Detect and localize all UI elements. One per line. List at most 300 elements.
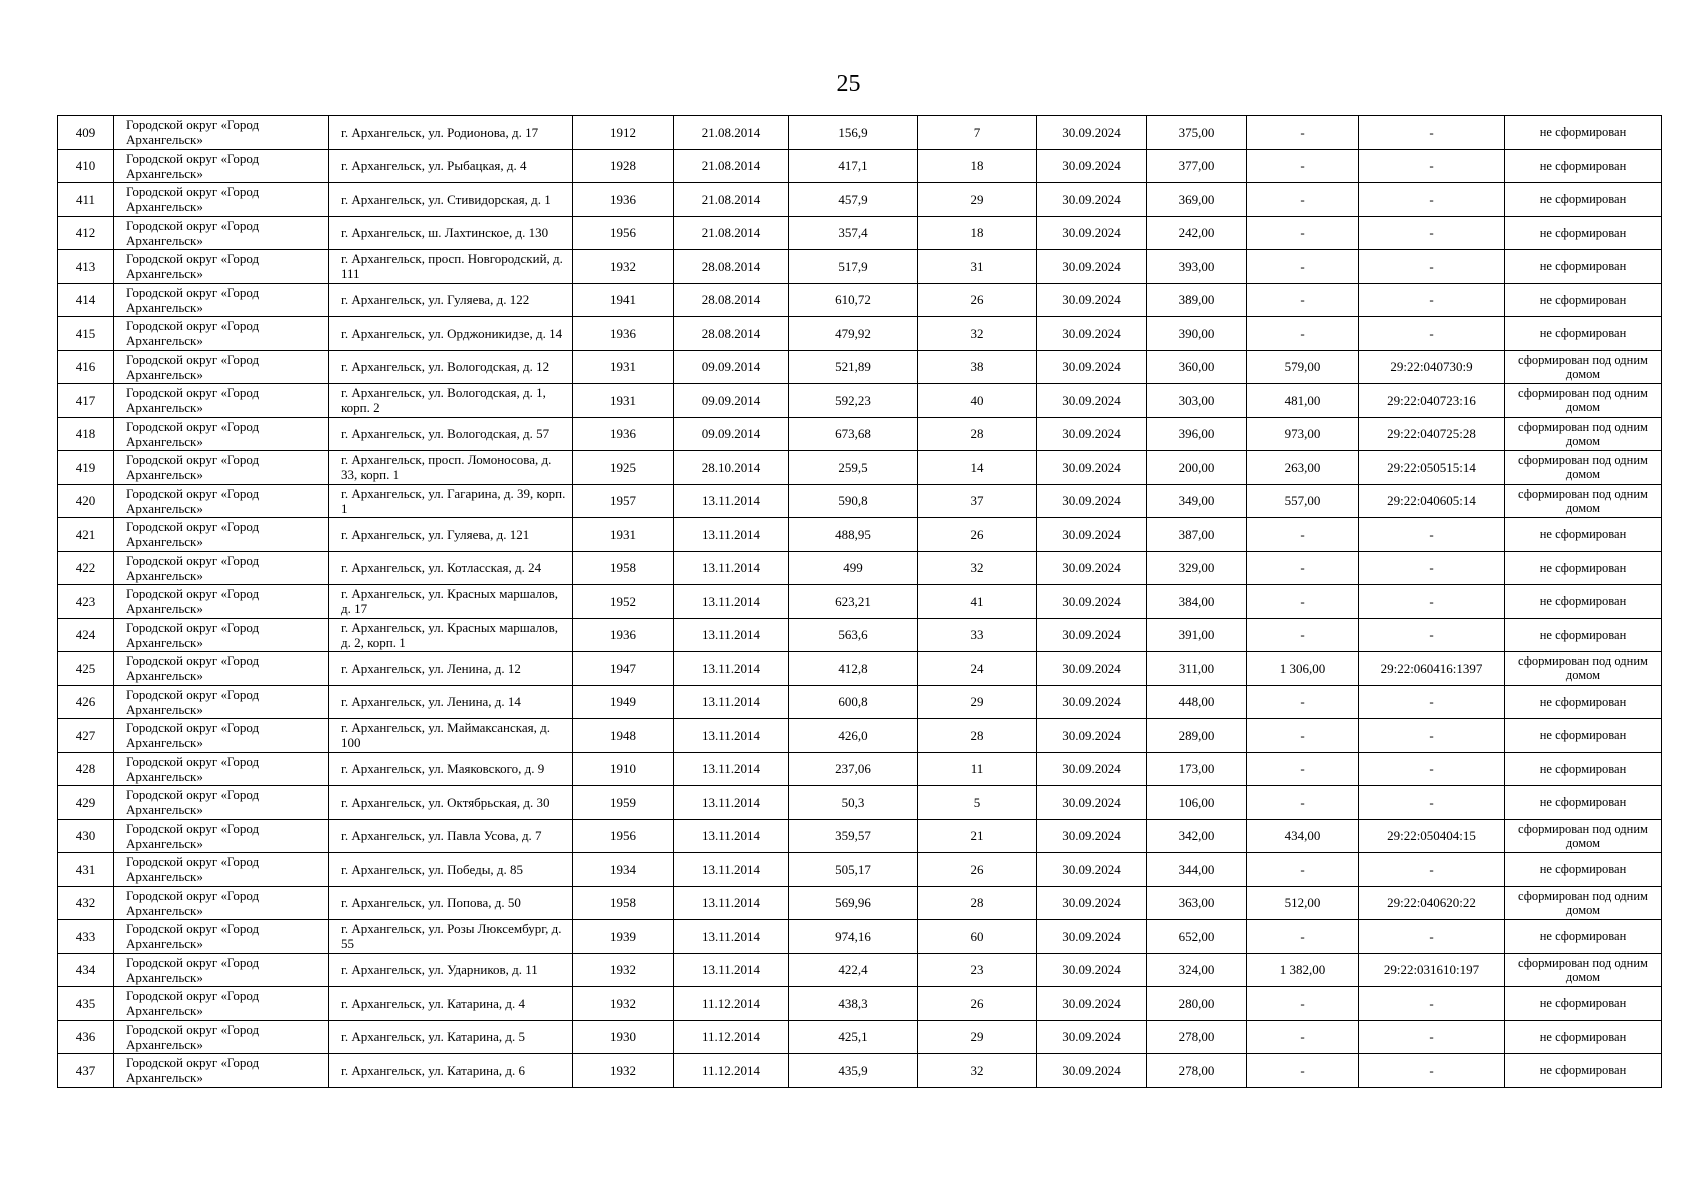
- residents-count-cell: 24: [918, 652, 1037, 686]
- resettlement-deadline-cell: 30.09.2024: [1037, 719, 1147, 753]
- cadastral-number-cell: -: [1359, 786, 1505, 820]
- cadastral-number-cell: -: [1359, 920, 1505, 954]
- resettlement-deadline-cell: 30.09.2024: [1037, 652, 1147, 686]
- residents-count-cell: 32: [918, 317, 1037, 351]
- living-area-cell: 412,8: [789, 652, 918, 686]
- row-number: 414: [58, 283, 114, 317]
- living-area-cell: 517,9: [789, 250, 918, 284]
- recognition-date-cell: 21.08.2014: [674, 183, 789, 217]
- year-built-cell: 1936: [573, 183, 674, 217]
- housing-registry-table: [57, 115, 1662, 1088]
- recognition-date-cell: 28.10.2014: [674, 451, 789, 485]
- recognition-date-cell: 13.11.2014: [674, 920, 789, 954]
- land-area-cell: -: [1247, 183, 1359, 217]
- cadastral-number-cell: -: [1359, 283, 1505, 317]
- land-status-cell: не сформирован: [1505, 216, 1662, 250]
- resettlement-deadline-cell: 30.09.2024: [1037, 149, 1147, 183]
- year-built-cell: 1931: [573, 384, 674, 418]
- address-cell: г. Архангельск, ул. Ленина, д. 14: [329, 685, 573, 719]
- resettlement-deadline-cell: 30.09.2024: [1037, 1054, 1147, 1088]
- residents-count-cell: 38: [918, 350, 1037, 384]
- table-row: [58, 451, 1662, 485]
- cadastral-number-cell: 29:22:040605:14: [1359, 484, 1505, 518]
- row-number: 430: [58, 819, 114, 853]
- table-row: [58, 216, 1662, 250]
- land-status-cell: не сформирован: [1505, 1054, 1662, 1088]
- row-number: 423: [58, 585, 114, 619]
- area-cell: 106,00: [1147, 786, 1247, 820]
- year-built-cell: 1932: [573, 1054, 674, 1088]
- row-number: 412: [58, 216, 114, 250]
- land-status-cell: не сформирован: [1505, 685, 1662, 719]
- resettlement-deadline-cell: 30.09.2024: [1037, 484, 1147, 518]
- recognition-date-cell: 13.11.2014: [674, 685, 789, 719]
- year-built-cell: 1958: [573, 886, 674, 920]
- cadastral-number-cell: -: [1359, 149, 1505, 183]
- resettlement-deadline-cell: 30.09.2024: [1037, 451, 1147, 485]
- recognition-date-cell: 13.11.2014: [674, 719, 789, 753]
- living-area-cell: 357,4: [789, 216, 918, 250]
- area-cell: 280,00: [1147, 987, 1247, 1021]
- resettlement-deadline-cell: 30.09.2024: [1037, 250, 1147, 284]
- row-number: 434: [58, 953, 114, 987]
- land-area-cell: -: [1247, 317, 1359, 351]
- resettlement-deadline-cell: 30.09.2024: [1037, 953, 1147, 987]
- row-number: 417: [58, 384, 114, 418]
- cadastral-number-cell: -: [1359, 551, 1505, 585]
- table-row: [58, 685, 1662, 719]
- municipality-cell: Городской округ «Город Архангельск»: [114, 250, 329, 284]
- residents-count-cell: 41: [918, 585, 1037, 619]
- land-area-cell: -: [1247, 618, 1359, 652]
- area-cell: 375,00: [1147, 116, 1247, 150]
- municipality-cell: Городской округ «Город Архангельск»: [114, 283, 329, 317]
- cadastral-number-cell: -: [1359, 183, 1505, 217]
- recognition-date-cell: 09.09.2014: [674, 350, 789, 384]
- land-area-cell: -: [1247, 1054, 1359, 1088]
- living-area-cell: 623,21: [789, 585, 918, 619]
- cadastral-number-cell: -: [1359, 317, 1505, 351]
- municipality-cell: Городской округ «Город Архангельск»: [114, 417, 329, 451]
- recognition-date-cell: 11.12.2014: [674, 1054, 789, 1088]
- recognition-date-cell: 21.08.2014: [674, 116, 789, 150]
- table-row: [58, 417, 1662, 451]
- municipality-cell: Городской округ «Город Архангельск»: [114, 1020, 329, 1054]
- cadastral-number-cell: -: [1359, 116, 1505, 150]
- land-status-cell: сформирован под одним домом: [1505, 819, 1662, 853]
- recognition-date-cell: 11.12.2014: [674, 1020, 789, 1054]
- table-row: [58, 116, 1662, 150]
- year-built-cell: 1936: [573, 618, 674, 652]
- area-cell: 652,00: [1147, 920, 1247, 954]
- resettlement-deadline-cell: 30.09.2024: [1037, 618, 1147, 652]
- residents-count-cell: 26: [918, 853, 1037, 887]
- row-number: 409: [58, 116, 114, 150]
- area-cell: 344,00: [1147, 853, 1247, 887]
- land-area-cell: -: [1247, 1020, 1359, 1054]
- residents-count-cell: 28: [918, 719, 1037, 753]
- table-row: [58, 551, 1662, 585]
- recognition-date-cell: 09.09.2014: [674, 417, 789, 451]
- resettlement-deadline-cell: 30.09.2024: [1037, 518, 1147, 552]
- recognition-date-cell: 21.08.2014: [674, 216, 789, 250]
- land-status-cell: не сформирован: [1505, 719, 1662, 753]
- living-area-cell: 417,1: [789, 149, 918, 183]
- year-built-cell: 1952: [573, 585, 674, 619]
- resettlement-deadline-cell: 30.09.2024: [1037, 752, 1147, 786]
- land-area-cell: -: [1247, 752, 1359, 786]
- land-area-cell: 579,00: [1247, 350, 1359, 384]
- residents-count-cell: 26: [918, 987, 1037, 1021]
- resettlement-deadline-cell: 30.09.2024: [1037, 920, 1147, 954]
- cadastral-number-cell: 29:22:050404:15: [1359, 819, 1505, 853]
- row-number: 429: [58, 786, 114, 820]
- residents-count-cell: 32: [918, 551, 1037, 585]
- area-cell: 289,00: [1147, 719, 1247, 753]
- living-area-cell: 479,92: [789, 317, 918, 351]
- row-number: 420: [58, 484, 114, 518]
- year-built-cell: 1936: [573, 417, 674, 451]
- recognition-date-cell: 28.08.2014: [674, 250, 789, 284]
- land-area-cell: -: [1247, 685, 1359, 719]
- address-cell: г. Архангельск, ул. Родионова, д. 17: [329, 116, 573, 150]
- address-cell: г. Архангельск, ул. Котласская, д. 24: [329, 551, 573, 585]
- row-number: 432: [58, 886, 114, 920]
- row-number: 418: [58, 417, 114, 451]
- residents-count-cell: 40: [918, 384, 1037, 418]
- municipality-cell: Городской округ «Город Архангельск»: [114, 819, 329, 853]
- land-status-cell: сформирован под одним домом: [1505, 652, 1662, 686]
- year-built-cell: 1931: [573, 518, 674, 552]
- year-built-cell: 1932: [573, 987, 674, 1021]
- resettlement-deadline-cell: 30.09.2024: [1037, 853, 1147, 887]
- row-number: 436: [58, 1020, 114, 1054]
- cadastral-number-cell: 29:22:040730:9: [1359, 350, 1505, 384]
- cadastral-number-cell: -: [1359, 685, 1505, 719]
- land-status-cell: не сформирован: [1505, 250, 1662, 284]
- table-row: [58, 1020, 1662, 1054]
- address-cell: г. Архангельск, ул. Гуляева, д. 122: [329, 283, 573, 317]
- table-row: [58, 250, 1662, 284]
- year-built-cell: 1910: [573, 752, 674, 786]
- cadastral-number-cell: -: [1359, 250, 1505, 284]
- land-area-cell: -: [1247, 719, 1359, 753]
- residents-count-cell: 31: [918, 250, 1037, 284]
- year-built-cell: 1957: [573, 484, 674, 518]
- row-number: 431: [58, 853, 114, 887]
- row-number: 426: [58, 685, 114, 719]
- municipality-cell: Городской округ «Город Архангельск»: [114, 518, 329, 552]
- resettlement-deadline-cell: 30.09.2024: [1037, 116, 1147, 150]
- residents-count-cell: 32: [918, 1054, 1037, 1088]
- address-cell: г. Архангельск, просп. Ломоносова, д. 33, корп. 1: [329, 451, 573, 485]
- land-area-cell: -: [1247, 853, 1359, 887]
- residents-count-cell: 7: [918, 116, 1037, 150]
- area-cell: 311,00: [1147, 652, 1247, 686]
- recognition-date-cell: 13.11.2014: [674, 618, 789, 652]
- address-cell: г. Архангельск, ул. Рыбацкая, д. 4: [329, 149, 573, 183]
- address-cell: г. Архангельск, ул. Маяковского, д. 9: [329, 752, 573, 786]
- address-cell: г. Архангельск, ул. Катарина, д. 4: [329, 987, 573, 1021]
- address-cell: г. Архангельск, ул. Гуляева, д. 121: [329, 518, 573, 552]
- address-cell: г. Архангельск, ул. Гагарина, д. 39, корп. 1: [329, 484, 573, 518]
- land-area-cell: 481,00: [1247, 384, 1359, 418]
- land-status-cell: не сформирован: [1505, 618, 1662, 652]
- row-number: 411: [58, 183, 114, 217]
- land-status-cell: сформирован под одним домом: [1505, 350, 1662, 384]
- recognition-date-cell: 13.11.2014: [674, 819, 789, 853]
- area-cell: 173,00: [1147, 752, 1247, 786]
- municipality-cell: Городской округ «Город Архангельск»: [114, 116, 329, 150]
- recognition-date-cell: 13.11.2014: [674, 484, 789, 518]
- living-area-cell: 425,1: [789, 1020, 918, 1054]
- address-cell: г. Архангельск, ул. Маймаксанская, д. 100: [329, 719, 573, 753]
- recognition-date-cell: 13.11.2014: [674, 786, 789, 820]
- recognition-date-cell: 13.11.2014: [674, 953, 789, 987]
- area-cell: 393,00: [1147, 250, 1247, 284]
- residents-count-cell: 28: [918, 417, 1037, 451]
- address-cell: г. Архангельск, ул. Красных маршалов, д. 17: [329, 585, 573, 619]
- area-cell: 389,00: [1147, 283, 1247, 317]
- area-cell: 390,00: [1147, 317, 1247, 351]
- land-area-cell: 1 306,00: [1247, 652, 1359, 686]
- land-area-cell: -: [1247, 116, 1359, 150]
- address-cell: г. Архангельск, ш. Лахтинское, д. 130: [329, 216, 573, 250]
- municipality-cell: Городской округ «Город Архангельск»: [114, 886, 329, 920]
- address-cell: г. Архангельск, ул. Победы, д. 85: [329, 853, 573, 887]
- municipality-cell: Городской округ «Город Архангельск»: [114, 1054, 329, 1088]
- residents-count-cell: 26: [918, 283, 1037, 317]
- land-area-cell: -: [1247, 149, 1359, 183]
- row-number: 425: [58, 652, 114, 686]
- land-area-cell: 263,00: [1247, 451, 1359, 485]
- table-row: [58, 819, 1662, 853]
- recognition-date-cell: 28.08.2014: [674, 283, 789, 317]
- residents-count-cell: 37: [918, 484, 1037, 518]
- year-built-cell: 1932: [573, 953, 674, 987]
- area-cell: 363,00: [1147, 886, 1247, 920]
- land-status-cell: не сформирован: [1505, 183, 1662, 217]
- living-area-cell: 259,5: [789, 451, 918, 485]
- living-area-cell: 422,4: [789, 953, 918, 987]
- cadastral-number-cell: -: [1359, 1020, 1505, 1054]
- resettlement-deadline-cell: 30.09.2024: [1037, 417, 1147, 451]
- row-number: 419: [58, 451, 114, 485]
- resettlement-deadline-cell: 30.09.2024: [1037, 317, 1147, 351]
- resettlement-deadline-cell: 30.09.2024: [1037, 886, 1147, 920]
- cadastral-number-cell: -: [1359, 853, 1505, 887]
- address-cell: г. Архангельск, ул. Октябрьская, д. 30: [329, 786, 573, 820]
- area-cell: 242,00: [1147, 216, 1247, 250]
- row-number: 424: [58, 618, 114, 652]
- land-area-cell: -: [1247, 551, 1359, 585]
- living-area-cell: 563,6: [789, 618, 918, 652]
- resettlement-deadline-cell: 30.09.2024: [1037, 1020, 1147, 1054]
- cadastral-number-cell: -: [1359, 618, 1505, 652]
- living-area-cell: 499: [789, 551, 918, 585]
- row-number: 427: [58, 719, 114, 753]
- land-status-cell: не сформирован: [1505, 987, 1662, 1021]
- municipality-cell: Городской округ «Город Архангельск»: [114, 987, 329, 1021]
- year-built-cell: 1931: [573, 350, 674, 384]
- land-area-cell: -: [1247, 585, 1359, 619]
- year-built-cell: 1928: [573, 149, 674, 183]
- land-area-cell: 1 382,00: [1247, 953, 1359, 987]
- recognition-date-cell: 13.11.2014: [674, 853, 789, 887]
- recognition-date-cell: 13.11.2014: [674, 652, 789, 686]
- table-row: [58, 920, 1662, 954]
- residents-count-cell: 21: [918, 819, 1037, 853]
- area-cell: 360,00: [1147, 350, 1247, 384]
- land-area-cell: -: [1247, 786, 1359, 820]
- year-built-cell: 1912: [573, 116, 674, 150]
- land-status-cell: сформирован под одним домом: [1505, 886, 1662, 920]
- municipality-cell: Городской округ «Город Архангельск»: [114, 216, 329, 250]
- living-area-cell: 569,96: [789, 886, 918, 920]
- year-built-cell: 1956: [573, 819, 674, 853]
- table-row: [58, 652, 1662, 686]
- address-cell: г. Архангельск, ул. Катарина, д. 6: [329, 1054, 573, 1088]
- table-row: [58, 183, 1662, 217]
- living-area-cell: 610,72: [789, 283, 918, 317]
- area-cell: 324,00: [1147, 953, 1247, 987]
- living-area-cell: 974,16: [789, 920, 918, 954]
- address-cell: г. Архангельск, ул. Вологодская, д. 12: [329, 350, 573, 384]
- year-built-cell: 1932: [573, 250, 674, 284]
- row-number: 437: [58, 1054, 114, 1088]
- land-area-cell: 434,00: [1247, 819, 1359, 853]
- residents-count-cell: 11: [918, 752, 1037, 786]
- land-status-cell: не сформирован: [1505, 786, 1662, 820]
- municipality-cell: Городской округ «Город Архангельск»: [114, 652, 329, 686]
- area-cell: 342,00: [1147, 819, 1247, 853]
- year-built-cell: 1948: [573, 719, 674, 753]
- land-status-cell: сформирован под одним домом: [1505, 451, 1662, 485]
- page-number: 25: [836, 71, 861, 97]
- row-number: 422: [58, 551, 114, 585]
- cadastral-number-cell: 29:22:050515:14: [1359, 451, 1505, 485]
- table-row: [58, 719, 1662, 753]
- cadastral-number-cell: -: [1359, 752, 1505, 786]
- land-status-cell: не сформирован: [1505, 853, 1662, 887]
- land-area-cell: -: [1247, 518, 1359, 552]
- resettlement-deadline-cell: 30.09.2024: [1037, 183, 1147, 217]
- table-row: [58, 1054, 1662, 1088]
- living-area-cell: 600,8: [789, 685, 918, 719]
- land-status-cell: сформирован под одним домом: [1505, 384, 1662, 418]
- cadastral-number-cell: 29:22:040725:28: [1359, 417, 1505, 451]
- year-built-cell: 1958: [573, 551, 674, 585]
- municipality-cell: Городской округ «Город Архангельск»: [114, 350, 329, 384]
- cadastral-number-cell: 29:22:040723:16: [1359, 384, 1505, 418]
- area-cell: 369,00: [1147, 183, 1247, 217]
- cadastral-number-cell: -: [1359, 1054, 1505, 1088]
- cadastral-number-cell: -: [1359, 216, 1505, 250]
- year-built-cell: 1939: [573, 920, 674, 954]
- recognition-date-cell: 13.11.2014: [674, 752, 789, 786]
- residents-count-cell: 18: [918, 216, 1037, 250]
- municipality-cell: Городской округ «Город Архангельск»: [114, 786, 329, 820]
- municipality-cell: Городской округ «Город Архангельск»: [114, 149, 329, 183]
- land-status-cell: не сформирован: [1505, 317, 1662, 351]
- recognition-date-cell: 09.09.2014: [674, 384, 789, 418]
- municipality-cell: Городской округ «Город Архангельск»: [114, 451, 329, 485]
- resettlement-deadline-cell: 30.09.2024: [1037, 551, 1147, 585]
- living-area-cell: 359,57: [789, 819, 918, 853]
- address-cell: г. Архангельск, ул. Ударников, д. 11: [329, 953, 573, 987]
- year-built-cell: 1934: [573, 853, 674, 887]
- living-area-cell: 156,9: [789, 116, 918, 150]
- year-built-cell: 1930: [573, 1020, 674, 1054]
- table-row: [58, 149, 1662, 183]
- municipality-cell: Городской округ «Город Архангельск»: [114, 551, 329, 585]
- address-cell: г. Архангельск, ул. Павла Усова, д. 7: [329, 819, 573, 853]
- recognition-date-cell: 13.11.2014: [674, 551, 789, 585]
- resettlement-deadline-cell: 30.09.2024: [1037, 685, 1147, 719]
- land-status-cell: не сформирован: [1505, 752, 1662, 786]
- year-built-cell: 1959: [573, 786, 674, 820]
- table-row: [58, 484, 1662, 518]
- row-number: 413: [58, 250, 114, 284]
- resettlement-deadline-cell: 30.09.2024: [1037, 585, 1147, 619]
- land-area-cell: -: [1247, 920, 1359, 954]
- land-status-cell: не сформирован: [1505, 1020, 1662, 1054]
- recognition-date-cell: 13.11.2014: [674, 585, 789, 619]
- cadastral-number-cell: 29:22:031610:197: [1359, 953, 1505, 987]
- living-area-cell: 505,17: [789, 853, 918, 887]
- table-row: [58, 786, 1662, 820]
- row-number: 415: [58, 317, 114, 351]
- table-row: [58, 886, 1662, 920]
- resettlement-deadline-cell: 30.09.2024: [1037, 786, 1147, 820]
- recognition-date-cell: 13.11.2014: [674, 518, 789, 552]
- cadastral-number-cell: 29:22:060416:1397: [1359, 652, 1505, 686]
- land-area-cell: 557,00: [1247, 484, 1359, 518]
- municipality-cell: Городской округ «Город Архангельск»: [114, 585, 329, 619]
- residents-count-cell: 23: [918, 953, 1037, 987]
- row-number: 435: [58, 987, 114, 1021]
- cadastral-number-cell: -: [1359, 585, 1505, 619]
- resettlement-deadline-cell: 30.09.2024: [1037, 283, 1147, 317]
- land-status-cell: сформирован под одним домом: [1505, 484, 1662, 518]
- residents-count-cell: 26: [918, 518, 1037, 552]
- area-cell: 278,00: [1147, 1054, 1247, 1088]
- table-row: [58, 752, 1662, 786]
- land-area-cell: 512,00: [1247, 886, 1359, 920]
- residents-count-cell: 29: [918, 1020, 1037, 1054]
- residents-count-cell: 29: [918, 183, 1037, 217]
- area-cell: 303,00: [1147, 384, 1247, 418]
- year-built-cell: 1949: [573, 685, 674, 719]
- year-built-cell: 1947: [573, 652, 674, 686]
- recognition-date-cell: 13.11.2014: [674, 886, 789, 920]
- table-row: [58, 350, 1662, 384]
- land-status-cell: не сформирован: [1505, 551, 1662, 585]
- year-built-cell: 1936: [573, 317, 674, 351]
- land-status-cell: сформирован под одним домом: [1505, 417, 1662, 451]
- land-area-cell: -: [1247, 987, 1359, 1021]
- area-cell: 396,00: [1147, 417, 1247, 451]
- table-body: [58, 116, 1662, 1088]
- land-status-cell: не сформирован: [1505, 149, 1662, 183]
- address-cell: г. Архангельск, ул. Вологодская, д. 57: [329, 417, 573, 451]
- area-cell: 278,00: [1147, 1020, 1247, 1054]
- table-row: [58, 618, 1662, 652]
- recognition-date-cell: 21.08.2014: [674, 149, 789, 183]
- residents-count-cell: 29: [918, 685, 1037, 719]
- year-built-cell: 1956: [573, 216, 674, 250]
- row-number: 410: [58, 149, 114, 183]
